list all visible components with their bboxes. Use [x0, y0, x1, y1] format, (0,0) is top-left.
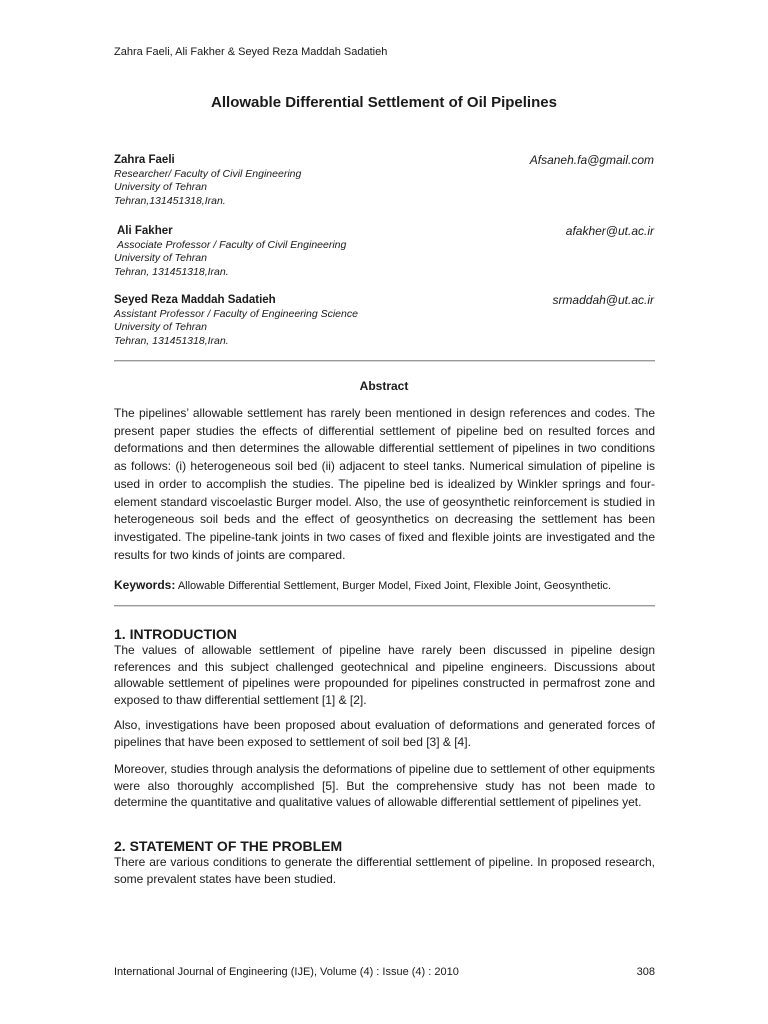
paper-title: Allowable Differential Settlement of Oil Pipelines — [211, 94, 557, 111]
author-affiliation-line: Associate Professor / Faculty of Civil Engineering — [117, 238, 347, 251]
section-heading: 1. INTRODUCTION — [114, 626, 237, 642]
abstract-heading: Abstract — [359, 379, 409, 393]
running-head: Zahra Faeli, Ali Fakher & Seyed Reza Maddah Sadatieh — [114, 46, 388, 58]
author-email[interactable]: Afsaneh.fa@gmail.com — [529, 153, 654, 167]
author-email[interactable]: srmaddah@ut.ac.ir — [552, 293, 654, 307]
abstract-text: The pipelines’ allowable settlement has rarely been mentioned in design references and codes. The present paper studies the effects of differential settlement of pipeline bed on resulted forces and deformations and then determines the allowable differential settlement of pipelines in two conditions as follows: (i) heterogeneous soil bed (ii) adjacent to steel tanks. Numerical simulation of pipeline is used in order to accomplish the studies. The pipeline bed is idealized by Winkler springs and four-element standard viscoelastic Burger model. Also, the use of geosynthetic reinforcement is studied in heterogeneous soil beds and the effect of geosynthetics on decreasing the settlement has been investigated. The pipeline-tank joints in two cases of fixed and flexible joints are investigated and the results for two kinds of joints are compared. — [114, 406, 655, 562]
author-affiliation-line: University of Tehran — [114, 252, 207, 264]
section-paragraph: Also, investigations have been proposed about evaluation of deformations and generated forces of pipelines that have been exposed to settlement of soil bed [3] & [4]. — [114, 718, 655, 749]
keywords-label: Keywords: — [114, 578, 176, 592]
section-paragraph: There are various conditions to generate the differential settlement of pipeline. In proposed research, some prevalent states have been studied. — [114, 855, 655, 886]
author-affiliation-line: University of Tehran — [114, 181, 207, 193]
page-footer — [114, 966, 655, 978]
keywords-text: Allowable Differential Settlement, Burger Model, Fixed Joint, Flexible Joint, Geosynthetic. — [177, 580, 612, 592]
author-affiliation-line: Researcher/ Faculty of Civil Engineering — [114, 167, 302, 180]
journal-citation: International Journal of Engineering (IJE), Volume (4) : Issue (4) : 2010 — [114, 966, 459, 978]
divider — [114, 360, 655, 362]
author-name: Zahra Faeli — [114, 154, 175, 166]
section-paragraph: The values of allowable settlement of pipeline have rarely been discussed in pipeline design references and this subject challenged geotechnical and pipeline engineers. Discussions about allowable settlement of pipelines were propounded for pipelines constructed in permafrost zone and exposed to thaw differential settlement [1] & [2]. — [114, 643, 655, 707]
keywords — [114, 578, 655, 592]
author-name: Ali Fakher — [117, 225, 173, 237]
section-paragraph: Moreover, studies through analysis the deformations of pipeline due to settlement of other equipments were also thoroughly accomplished [5]. But the comprehensive study has not been made to determine the quantitative and qualitative values of allowable differential settlement of pipelines yet. — [114, 762, 655, 810]
author-name: Seyed Reza Maddah Sadatieh — [114, 294, 276, 306]
divider — [114, 605, 655, 607]
author-block-2 — [114, 225, 654, 279]
author-affiliation-line: University of Tehran — [114, 321, 207, 333]
author-block-1 — [114, 154, 654, 208]
author-block-3 — [114, 294, 654, 348]
section-heading: 2. STATEMENT OF THE PROBLEM — [114, 838, 343, 854]
author-affiliation-line: Tehran,131451318,Iran. — [114, 194, 226, 207]
author-email[interactable]: afakher@ut.ac.ir — [565, 224, 654, 238]
author-affiliation-line: Tehran, 131451318,Iran. — [114, 265, 229, 278]
author-affiliation-line: Assistant Professor / Faculty of Engineering Science — [114, 307, 358, 320]
page-number: 308 — [636, 966, 655, 978]
author-affiliation-line: Tehran, 131451318,Iran. — [114, 334, 229, 347]
